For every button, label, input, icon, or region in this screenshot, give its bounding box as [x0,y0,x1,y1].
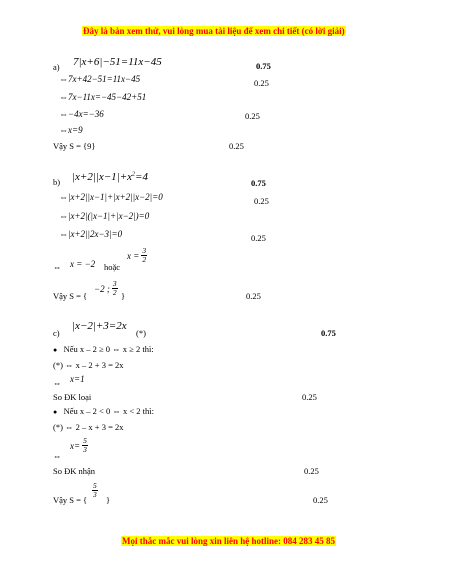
case-1: ● Nếu x – 2 ≥ 0 ⇔ x ≥ 2 thì: [53,344,154,354]
part-b-label: b) [53,177,61,187]
bullet-icon: ● [53,408,58,416]
step-line: ⇔7x+42−51=11x−45 [59,74,141,84]
case-1-result: x=1 [70,374,85,384]
part-a-conclusion-score: 0.25 [229,141,244,151]
case-1-symbol: ⇔ [53,378,62,388]
step-score: 0.25 [245,111,260,121]
case-2-score: 0.25 [304,466,319,476]
part-a-points: 0.75 [256,61,271,71]
fraction: $\frac{5}{3}$ [83,436,87,454]
part-b-conclusion-score: 0.25 [246,291,261,301]
part-a-label: a) [53,62,60,72]
fraction: $\frac{5}{3}$ [93,481,97,499]
part-b-equation: $|x+2||x-1|+x^2=4$ [72,171,148,183]
part-b-conclusion: Vậy S = { [53,291,88,301]
set-close: } [121,291,126,301]
part-c-conclusion: Vậy S = { [53,495,88,505]
case-1-conclusion: So ĐK loại [53,392,92,402]
part-b-points: 0.75 [251,178,266,188]
set-close: } [106,495,111,505]
case-2-equation: (*) ⇔ 2 – x + 3 = 2x [53,422,124,432]
case-2-symbol: ⇔ [53,451,62,461]
part-c-label: c) [53,328,60,338]
step-line: ⇔x=9 [59,125,83,135]
fraction: $\frac{3}{2}$ [112,279,117,297]
step-line: ⇔|x+2||2x−3|=0 [59,229,123,239]
part-c-conclusion-score: 0.25 [313,495,328,505]
preview-banner: Đây là bản xem thử, vui lòng mua tài liệu để xem chi tiết (có lời giải) [83,26,345,36]
part-a-equation: 7|x+6|−51=11x−45 [73,56,162,68]
step-line: ⇔|x+2||x−1|+|x+2||x−2|=0 [59,192,163,202]
step-line: ⇔−4x=−36 [59,109,104,119]
root-2: x = $\frac{3}{2}$ [127,246,147,264]
part-a-conclusion: Vậy S = {9} [53,141,96,151]
step-score: 0.25 [254,196,269,206]
hotline-banner: Mọi thắc mắc vui lòng xin liên hệ hotline: 084 283 45 85 [122,536,336,546]
final-fraction [90,482,100,499]
case-1-equation: (*) ⇔ x – 2 + 3 = 2x [53,360,124,370]
case-2-conclusion: So ĐK nhận [53,466,96,476]
solution-set: −2 ; $\frac{3}{2}$ [94,279,117,297]
case-2: ● Nếu x – 2 < 0 ⇔ x < 2 thì: [53,406,154,416]
equiv-symbol: ⇔ [53,262,62,272]
step-score: 0.25 [251,233,266,243]
root-1: x = −2 [70,259,96,269]
or-word: hoặc [104,262,121,272]
step-score: 0.25 [254,78,269,88]
fraction: $\frac{3}{2}$ [142,246,147,264]
part-c-equation: |x−2|+3=2x [72,320,127,332]
step-line: ⇔7x−11x=−45−42+51 [59,92,147,102]
step-line: ⇔|x+2|(|x−1|+|x−2|)=0 [59,211,150,221]
case-1-score: 0.25 [302,392,317,402]
case-2-result: x= $\frac{5}{3}$ [70,436,87,454]
part-c-tag: (*) [136,328,146,338]
bullet-icon: ● [53,346,58,354]
part-c-points: 0.75 [321,328,336,338]
